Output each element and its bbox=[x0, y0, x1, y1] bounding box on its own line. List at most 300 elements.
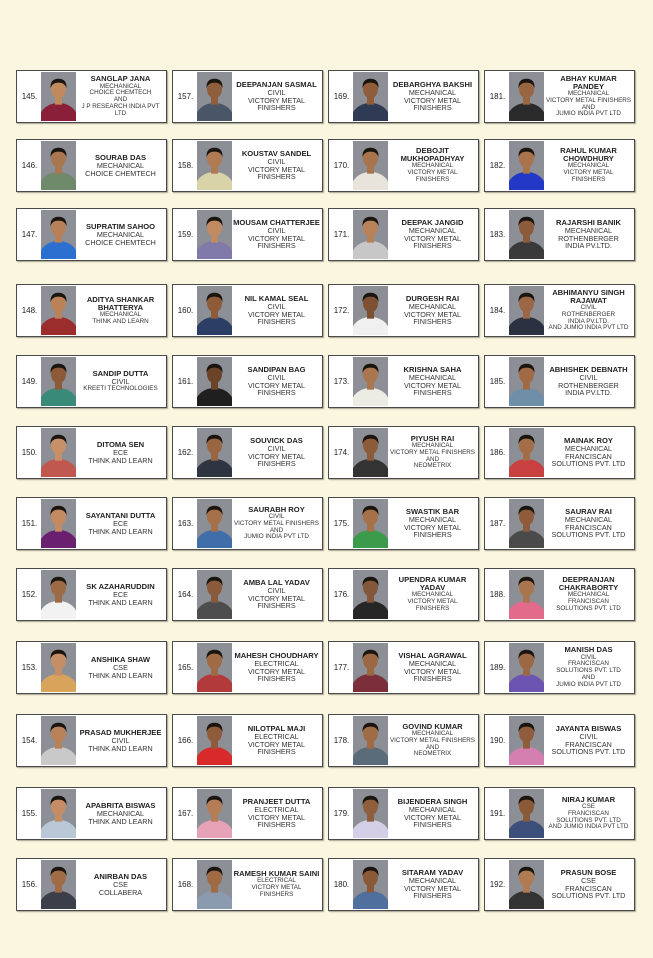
student-info bbox=[545, 643, 632, 692]
department: MECHANICAL bbox=[411, 730, 454, 737]
student-name: APABRITA BISWAS bbox=[85, 800, 156, 810]
student-photo bbox=[41, 210, 76, 259]
student-name: SAURAV RAI bbox=[565, 506, 612, 516]
student-info bbox=[389, 210, 476, 259]
serial-number: 190. bbox=[489, 736, 506, 745]
company-line: THINK AND LEARN bbox=[88, 743, 153, 753]
student-name: SK AZAHARUDDIN bbox=[86, 581, 155, 591]
student-name: PRANJEET DUTTA bbox=[242, 796, 311, 806]
student-photo bbox=[197, 716, 232, 765]
serial-number: 171. bbox=[333, 230, 350, 239]
company-line: VICTORY METAL bbox=[404, 522, 461, 532]
company-line: FINISHERS bbox=[415, 605, 450, 613]
student-info bbox=[77, 716, 164, 765]
student-photo bbox=[353, 643, 388, 692]
student-photo bbox=[353, 210, 388, 259]
student-photo bbox=[509, 428, 544, 477]
student-info bbox=[389, 643, 476, 692]
student-card bbox=[328, 426, 479, 479]
student-name: DEBOJIT MUKHOPADHYAY bbox=[400, 146, 465, 164]
student-photo bbox=[197, 141, 232, 190]
student-name: PRASUN BOSE bbox=[560, 867, 617, 877]
serial-number: 150. bbox=[21, 448, 38, 457]
department: MECHANICAL bbox=[408, 372, 457, 382]
company-line: KREETI TECHNOLOGIES bbox=[83, 385, 158, 393]
serial-number: 184. bbox=[489, 306, 506, 315]
company-line: VICTORY METAL bbox=[404, 380, 461, 390]
student-card bbox=[484, 426, 635, 479]
student-info bbox=[233, 499, 320, 548]
student-photo bbox=[509, 860, 544, 909]
company-line: VICTORY METAL bbox=[407, 169, 458, 177]
student-info bbox=[545, 570, 632, 619]
student-info bbox=[77, 860, 164, 909]
student-photo bbox=[41, 570, 76, 619]
company-line: FINISHERS bbox=[257, 459, 296, 469]
student-name: AMBA LAL YADAV bbox=[243, 577, 310, 587]
student-photo bbox=[197, 72, 232, 121]
student-photo bbox=[41, 643, 76, 692]
student-photo bbox=[509, 357, 544, 406]
department: CIVIL bbox=[268, 513, 285, 520]
serial-number: 158. bbox=[177, 161, 194, 170]
student-card bbox=[328, 568, 479, 621]
student-name: PIYUSH RAI bbox=[410, 433, 455, 443]
student-name: PRASAD MUKHERJEE bbox=[79, 727, 162, 737]
serial-number: 155. bbox=[21, 809, 38, 818]
student-card bbox=[16, 139, 167, 192]
student-photo bbox=[353, 716, 388, 765]
student-card bbox=[328, 714, 479, 767]
company-line: SOLUTIONS PVT. LTD bbox=[556, 605, 621, 613]
company-line: INDIA PV.LTD. bbox=[565, 241, 612, 251]
student-info bbox=[389, 357, 476, 406]
department: CIVIL bbox=[267, 585, 286, 595]
company-line: FINISHERS bbox=[257, 172, 296, 182]
serial-number: 188. bbox=[489, 590, 506, 599]
company-line: FRANCISCAN bbox=[565, 883, 612, 893]
student-photo bbox=[509, 210, 544, 259]
student-info bbox=[545, 716, 632, 765]
department: MECHANICAL bbox=[408, 225, 457, 235]
serial-number: 182. bbox=[489, 161, 506, 170]
company-line: FINISHERS bbox=[413, 674, 452, 684]
department: CIVIL bbox=[111, 735, 130, 745]
company-line: VICTORY METAL bbox=[251, 884, 302, 892]
company-line: SOLUTIONS PVT. LTD bbox=[551, 530, 626, 540]
student-info bbox=[389, 141, 476, 190]
student-card bbox=[172, 284, 323, 337]
serial-number: 178. bbox=[333, 736, 350, 745]
department: MECHANICAL bbox=[567, 90, 610, 98]
student-card bbox=[172, 497, 323, 550]
student-card bbox=[172, 714, 323, 767]
student-name: VISHAL AGRAWAL bbox=[398, 650, 467, 660]
student-card bbox=[328, 70, 479, 123]
department: CSE bbox=[113, 662, 128, 672]
company-line: VICTORY METAL bbox=[248, 666, 305, 676]
company-line: JUMIO INDIA PVT LTD bbox=[244, 533, 309, 541]
student-name: RAJARSHI BANIK bbox=[556, 217, 621, 227]
serial-number: 177. bbox=[333, 663, 350, 672]
student-info bbox=[77, 789, 164, 838]
department: MECHANICAL bbox=[99, 82, 142, 90]
department: CIVIL bbox=[267, 372, 286, 382]
serial-number: 191. bbox=[489, 809, 506, 818]
company-line: FINISHERS bbox=[257, 601, 296, 611]
student-info bbox=[77, 499, 164, 548]
company-line: VICTORY METAL bbox=[248, 739, 305, 749]
student-info bbox=[545, 789, 632, 838]
department: CIVIL bbox=[267, 87, 286, 97]
company-line: VICTORY METAL FINISHERS bbox=[389, 736, 476, 744]
department: MECHANICAL bbox=[96, 160, 145, 170]
serial-number: 166. bbox=[177, 736, 194, 745]
student-info bbox=[77, 428, 164, 477]
student-card bbox=[484, 355, 635, 408]
student-card bbox=[172, 355, 323, 408]
company-line: FRANCISCAN bbox=[565, 451, 612, 461]
company-line: COLLABERA bbox=[98, 887, 143, 897]
company-line: AND bbox=[581, 673, 596, 681]
department: CIVIL bbox=[580, 653, 597, 661]
company-line: VICTORY METAL bbox=[248, 95, 305, 105]
student-name: DEEPANJAN SASMAL bbox=[236, 79, 317, 89]
student-card bbox=[328, 497, 479, 550]
company-line: FINISHERS bbox=[257, 317, 296, 327]
company-line: SOLUTIONS PVT. LTD bbox=[556, 667, 621, 675]
student-info bbox=[77, 286, 164, 335]
serial-number: 151. bbox=[21, 519, 38, 528]
student-info bbox=[77, 72, 164, 121]
student-card bbox=[172, 139, 323, 192]
student-info bbox=[389, 789, 476, 838]
serial-number: 164. bbox=[177, 590, 194, 599]
student-photo bbox=[41, 860, 76, 909]
student-info bbox=[233, 72, 320, 121]
company-line: AND bbox=[425, 743, 440, 751]
department: CSE bbox=[581, 875, 596, 885]
company-line: FINISHERS bbox=[413, 388, 452, 398]
student-card bbox=[328, 208, 479, 261]
department: CIVIL bbox=[267, 443, 286, 453]
student-name: SANGLAP JANA bbox=[90, 74, 151, 84]
department: MECHANICAL bbox=[564, 225, 613, 235]
student-card bbox=[16, 787, 167, 840]
student-card bbox=[484, 284, 635, 337]
company-line: FINISHERS bbox=[413, 530, 452, 540]
company-line: FINISHERS bbox=[257, 388, 296, 398]
serial-number: 187. bbox=[489, 519, 506, 528]
student-info bbox=[77, 210, 164, 259]
company-line: FINISHERS bbox=[413, 241, 452, 251]
student-card bbox=[172, 426, 323, 479]
student-photo bbox=[353, 286, 388, 335]
student-card bbox=[328, 284, 479, 337]
student-info bbox=[545, 428, 632, 477]
student-name: DURGESH RAI bbox=[405, 293, 460, 303]
company-line: VICTORY METAL FINISHERS bbox=[545, 96, 632, 104]
department: CIVIL bbox=[267, 301, 286, 311]
company-line: VICTORY METAL bbox=[404, 95, 461, 105]
company-line: SOLUTIONS PVT. LTD bbox=[551, 891, 626, 901]
student-photo bbox=[197, 643, 232, 692]
department: MECHANICAL bbox=[408, 875, 457, 885]
student-name: ABHAY KUMAR PANDEY bbox=[560, 73, 617, 91]
company-line: FRANCISCAN bbox=[565, 739, 612, 749]
student-photo bbox=[353, 428, 388, 477]
department: ECE bbox=[113, 589, 128, 599]
student-photo bbox=[509, 789, 544, 838]
company-line: SOLUTIONS PVT. LTD bbox=[551, 747, 626, 757]
company-line: AND JUMIO INDIA PVT LTD bbox=[548, 823, 629, 831]
company-line: VICTORY METAL FINISHERS bbox=[389, 448, 476, 456]
student-name: NIL KAMAL SEAL bbox=[244, 293, 309, 303]
student-photo bbox=[41, 499, 76, 548]
company-line: AND JUMIO INDIA PVT LTD bbox=[548, 324, 629, 332]
department: MECHANICAL bbox=[96, 808, 145, 818]
company-line: VICTORY METAL bbox=[563, 169, 614, 177]
student-name: MAINAK ROY bbox=[564, 435, 613, 445]
company-line: VICTORY METAL bbox=[404, 666, 461, 676]
student-info bbox=[233, 716, 320, 765]
student-info bbox=[233, 570, 320, 619]
student-photo bbox=[41, 428, 76, 477]
student-name: DITOMA SEN bbox=[96, 439, 145, 449]
student-card bbox=[16, 858, 167, 911]
company-line: FINISHERS bbox=[257, 747, 296, 757]
student-card bbox=[16, 568, 167, 621]
company-line: FINISHERS bbox=[415, 176, 450, 184]
serial-number: 161. bbox=[177, 377, 194, 386]
student-card bbox=[484, 787, 635, 840]
student-card bbox=[484, 497, 635, 550]
company-line: ROTHENBERGER bbox=[558, 233, 619, 243]
student-name: SANDIP DUTTA bbox=[92, 369, 149, 379]
student-name: ADITYA SHANKAR BHATTERYA bbox=[86, 294, 155, 312]
student-card bbox=[484, 858, 635, 911]
serial-number: 174. bbox=[333, 448, 350, 457]
company-line: INDIA PV.LTD. bbox=[565, 388, 612, 398]
student-name: BIJENDERA SINGH bbox=[397, 796, 468, 806]
student-photo bbox=[41, 357, 76, 406]
company-line: NEOMETRIX bbox=[413, 462, 452, 470]
student-name: DEBARGHYA BAKSHI bbox=[392, 79, 473, 89]
company-line: THINK AND LEARN bbox=[88, 670, 153, 680]
company-line: CHOICE CHEMTECH bbox=[89, 89, 152, 97]
serial-number: 156. bbox=[21, 880, 38, 889]
company-line: VICTORY METAL bbox=[248, 164, 305, 174]
student-name: RAMESH KUMAR SAINI bbox=[233, 869, 320, 879]
company-line: NEOMETRIX bbox=[413, 750, 452, 758]
department: MECHANICAL bbox=[99, 310, 142, 318]
department: ELECTRICAL bbox=[254, 658, 299, 668]
student-info bbox=[233, 286, 320, 335]
company-line: VICTORY METAL bbox=[248, 812, 305, 822]
student-name: ABHIMANYU SINGH RAJAWAT bbox=[552, 287, 625, 305]
student-info bbox=[233, 860, 320, 909]
department: CIVIL bbox=[267, 225, 286, 235]
company-line: J P RESEARCH INDIA PVT LTD bbox=[81, 102, 160, 117]
serial-number: 192. bbox=[489, 880, 506, 889]
department: MECHANICAL bbox=[564, 514, 613, 524]
student-card bbox=[16, 355, 167, 408]
student-photo bbox=[353, 499, 388, 548]
company-line: CHOICE CHEMTECH bbox=[85, 237, 156, 247]
serial-number: 162. bbox=[177, 448, 194, 457]
department: MECHANICAL bbox=[564, 443, 613, 453]
student-photo bbox=[353, 789, 388, 838]
student-name: SUPRATIM SAHOO bbox=[85, 221, 156, 231]
student-info bbox=[389, 428, 476, 477]
student-card bbox=[328, 355, 479, 408]
department: CIVIL bbox=[267, 156, 286, 166]
company-line: VICTORY METAL bbox=[404, 233, 461, 243]
company-line: FINISHERS bbox=[413, 891, 452, 901]
student-card bbox=[172, 858, 323, 911]
serial-number: 175. bbox=[333, 519, 350, 528]
department: MECHANICAL bbox=[411, 442, 454, 449]
student-info bbox=[77, 570, 164, 619]
department: CSE bbox=[582, 803, 595, 810]
company-line: VICTORY METAL bbox=[404, 309, 461, 319]
serial-number: 147. bbox=[21, 230, 38, 239]
serial-number: 148. bbox=[21, 306, 38, 315]
company-line: ROTHENBERGER bbox=[558, 380, 619, 390]
student-photo bbox=[353, 141, 388, 190]
company-line: VICTORY METAL FINISHERS bbox=[233, 519, 320, 527]
company-line: AND bbox=[269, 526, 284, 534]
student-name: UPENDRA KUMAR YADAV bbox=[398, 575, 467, 593]
company-line: VICTORY METAL bbox=[407, 598, 458, 606]
company-line: THINK AND LEARN bbox=[88, 455, 153, 465]
student-photo bbox=[197, 860, 232, 909]
student-photo bbox=[353, 72, 388, 121]
company-line: FINISHERS bbox=[257, 820, 296, 830]
company-line: FRANCISCAN bbox=[568, 660, 609, 668]
student-info bbox=[389, 860, 476, 909]
student-card bbox=[328, 641, 479, 694]
student-photo bbox=[509, 716, 544, 765]
company-line: VICTORY METAL bbox=[248, 593, 305, 603]
student-info bbox=[233, 210, 320, 259]
student-name: SAYANTANI DUTTA bbox=[85, 510, 156, 520]
student-info bbox=[389, 716, 476, 765]
department: MECHANICAL bbox=[408, 658, 457, 668]
student-name: SWASTIK BAR bbox=[405, 506, 460, 516]
company-line: VICTORY METAL bbox=[404, 812, 461, 822]
company-line: FINISHERS bbox=[257, 241, 296, 251]
student-card bbox=[484, 208, 635, 261]
student-info bbox=[77, 357, 164, 406]
company-line: AND bbox=[113, 96, 128, 104]
company-line: CHOICE CHEMTECH bbox=[85, 168, 156, 178]
student-photo bbox=[41, 286, 76, 335]
student-name: NILOTPAL MAJI bbox=[247, 723, 306, 733]
student-info bbox=[233, 428, 320, 477]
student-info bbox=[77, 643, 164, 692]
department: MECHANICAL bbox=[567, 162, 610, 170]
student-photo bbox=[197, 357, 232, 406]
student-photo bbox=[197, 210, 232, 259]
serial-number: 149. bbox=[21, 377, 38, 386]
company-line: FRANCISCAN bbox=[565, 522, 612, 532]
student-photo bbox=[509, 643, 544, 692]
student-info bbox=[545, 286, 632, 335]
student-card bbox=[484, 568, 635, 621]
department: CSE bbox=[113, 879, 128, 889]
company-line: FINISHERS bbox=[571, 176, 606, 184]
department: ELECTRICAL bbox=[257, 877, 296, 885]
department: MECHANICAL bbox=[411, 591, 454, 599]
student-card bbox=[328, 858, 479, 911]
company-line: FINISHERS bbox=[413, 103, 452, 113]
serial-number: 185. bbox=[489, 377, 506, 386]
department: CIVIL bbox=[579, 731, 598, 741]
student-card bbox=[328, 787, 479, 840]
department: MECHANICAL bbox=[408, 301, 457, 311]
student-name: SOURAB DAS bbox=[94, 152, 147, 162]
company-line: JUMIO INDIA PVT LTD bbox=[556, 680, 621, 688]
serial-number: 157. bbox=[177, 92, 194, 101]
student-info bbox=[389, 286, 476, 335]
student-photo bbox=[353, 357, 388, 406]
student-info bbox=[545, 357, 632, 406]
serial-number: 145. bbox=[21, 92, 38, 101]
student-photo bbox=[197, 499, 232, 548]
student-info bbox=[389, 72, 476, 121]
student-photo bbox=[509, 141, 544, 190]
student-name: KRISHNA SAHA bbox=[403, 364, 462, 374]
company-line: FRANCISCAN bbox=[568, 598, 609, 606]
company-line: AND bbox=[581, 103, 596, 111]
student-info bbox=[233, 357, 320, 406]
department: MECHANICAL bbox=[408, 87, 457, 97]
serial-number: 163. bbox=[177, 519, 194, 528]
serial-number: 183. bbox=[489, 230, 506, 239]
student-name: KOUSTAV SANDEL bbox=[241, 148, 312, 158]
company-line: THINK AND LEARN bbox=[88, 597, 153, 607]
company-line: VICTORY METAL bbox=[248, 309, 305, 319]
student-photo bbox=[509, 570, 544, 619]
student-card bbox=[16, 208, 167, 261]
student-photo bbox=[353, 570, 388, 619]
student-name: DEEPRANJAN CHAKRABORTY bbox=[558, 575, 619, 593]
department: CIVIL bbox=[111, 377, 130, 387]
serial-number: 165. bbox=[177, 663, 194, 672]
student-photo bbox=[41, 72, 76, 121]
company-line: THINK AND LEARN bbox=[92, 317, 149, 325]
student-photo bbox=[41, 141, 76, 190]
student-info bbox=[233, 789, 320, 838]
company-line: SOLUTIONS PVT. LTD bbox=[551, 459, 626, 469]
department: MECHANICAL bbox=[567, 591, 610, 599]
serial-number: 189. bbox=[489, 663, 506, 672]
company-line: THINK AND LEARN bbox=[88, 526, 153, 536]
student-card bbox=[16, 284, 167, 337]
company-line: VICTORY METAL bbox=[248, 451, 305, 461]
serial-number: 146. bbox=[21, 161, 38, 170]
company-line: FINISHERS bbox=[413, 820, 452, 830]
student-info bbox=[389, 570, 476, 619]
student-card bbox=[484, 641, 635, 694]
student-info bbox=[77, 141, 164, 190]
serial-number: 152. bbox=[21, 590, 38, 599]
student-name: SITARAM YADAV bbox=[401, 867, 464, 877]
student-card bbox=[172, 70, 323, 123]
student-name: NIRAJ KUMAR bbox=[561, 794, 616, 804]
department: ELECTRICAL bbox=[254, 804, 299, 814]
